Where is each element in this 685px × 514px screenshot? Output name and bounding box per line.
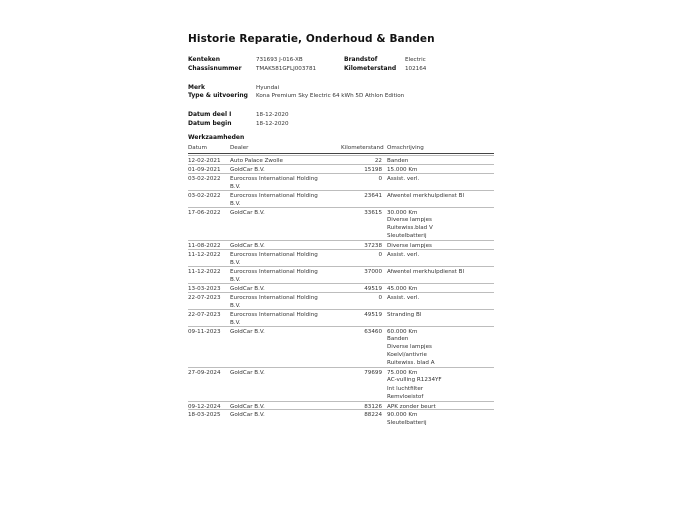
row-omschrijving-line: Remvloeistof (387, 393, 424, 400)
brandstof-label: Brandstof (344, 56, 378, 63)
column-header-desc: Omschrijving (387, 145, 424, 151)
section-title: Werkzaamheden (188, 134, 245, 141)
row-omschrijving-line: Banden (387, 335, 409, 342)
row-kilometerstand: 0 (378, 251, 382, 258)
row-dealer: Eurocross International Holding B.V. (230, 311, 318, 326)
row-kilometerstand: 0 (378, 175, 382, 182)
row-kilometerstand: 22 (374, 158, 382, 164)
column-header-date: Datum (188, 145, 207, 151)
row-kilometerstand: 37000 (364, 268, 382, 275)
datum-begin-label: Datum begin (188, 120, 232, 127)
row-kilometerstand: 0 (378, 294, 382, 301)
row-date: 17-06-2022 (188, 209, 221, 216)
row-dealer: Eurocross International Holding B.V. (230, 294, 318, 309)
table-row (188, 173, 494, 191)
row-date: 01-09-2021 (188, 166, 221, 173)
row-dealer: GoldCar B.V. (230, 403, 265, 410)
table-row (188, 190, 494, 208)
chassis-label: Chassisnummer (188, 65, 242, 72)
row-omschrijving-line: Sleutelbatterij (387, 419, 427, 426)
row-dealer: Auto Palace Zwolle (230, 158, 283, 164)
row-dealer: GoldCar B.V. (230, 412, 265, 419)
row-kilometerstand: 23641 (364, 192, 382, 199)
row-omschrijving: Assist. verl. (387, 251, 420, 258)
table-row (188, 266, 494, 284)
row-dealer: Eurocross International Holding B.V. (230, 192, 318, 207)
table-row (188, 309, 494, 327)
row-date: 27-09-2024 (188, 370, 221, 377)
row-omschrijving-line: Sleutelbatterij (387, 233, 427, 240)
row-date: 11-08-2022 (188, 243, 221, 249)
row-dealer: GoldCar B.V. (230, 243, 265, 249)
chassis-value: TMAK581GFLJ003781 (256, 65, 317, 72)
row-omschrijving: Afwentel merkhulpdienst Bl (387, 192, 465, 199)
type-value: Kona Premium Sky Electric 64 kWh 5D Athlon Edition (256, 92, 405, 99)
row-omschrijving-line: Diverse lampjes (387, 216, 432, 223)
row-dealer: GoldCar B.V. (230, 328, 265, 335)
page-title: Historie Reparatie, Onderhoud & Banden (188, 33, 435, 45)
row-omschrijving-line: Ruitewiss. blad A (387, 360, 435, 367)
datum-deel-label: Datum deel I (188, 111, 232, 118)
row-date: 11-12-2022 (188, 251, 221, 258)
brandstof-value: Electric (405, 56, 426, 63)
row-kilometerstand: 83126 (364, 403, 382, 410)
row-omschrijving: 90.000 Km (387, 412, 418, 419)
row-omschrijving: 75.000 Km (387, 370, 418, 377)
table-row (188, 292, 494, 310)
row-omschrijving: 30.000 Km (387, 209, 418, 216)
row-dealer: Eurocross International Holding B.V. (230, 175, 318, 190)
row-kilometerstand: 33615 (364, 209, 382, 216)
row-omschrijving: 45.000 Km (387, 285, 418, 292)
row-date: 22-07-2023 (188, 294, 221, 301)
row-omschrijving-line: Koelvl/antivrie (387, 352, 427, 359)
kilometerstand-label: Kilometerstand (344, 65, 397, 72)
row-kilometerstand: 79699 (364, 370, 382, 377)
table-row (188, 207, 494, 241)
row-omschrijving: APK zonder beurt (387, 403, 436, 410)
row-omschrijving: 15.000 Km (387, 166, 418, 173)
row-date: 03-02-2022 (188, 192, 221, 199)
merk-value: Hyundai (256, 84, 280, 91)
table-header (188, 145, 494, 154)
type-label: Type & uitvoering (188, 92, 248, 99)
row-omschrijving: Diverse lampjes (387, 243, 432, 249)
row-date: 13-03-2023 (188, 285, 221, 292)
row-kilometerstand: 49519 (364, 285, 382, 292)
row-date: 03-02-2022 (188, 175, 221, 182)
table-row (188, 409, 494, 427)
row-date: 11-12-2022 (188, 268, 221, 275)
kenteken-value: 731693 J-016-XB (256, 56, 303, 63)
row-kilometerstand: 37238 (364, 243, 382, 249)
kilometerstand-value: 102164 (405, 65, 427, 72)
row-kilometerstand: 49519 (364, 311, 382, 318)
datum-begin-value: 18-12-2020 (256, 120, 289, 127)
merk-label: Merk (188, 84, 205, 91)
table-row (188, 326, 494, 369)
row-dealer: GoldCar B.V. (230, 285, 265, 292)
row-dealer: Eurocross International Holding B.V. (230, 268, 318, 283)
row-kilometerstand: 15198 (364, 166, 382, 173)
row-dealer: Eurocross International Holding B.V. (230, 251, 318, 266)
row-date: 22-07-2023 (188, 311, 221, 318)
row-kilometerstand: 63460 (364, 328, 382, 335)
row-date: 18-03-2025 (188, 412, 221, 419)
row-date: 09-12-2024 (188, 403, 221, 410)
column-header-dealer: Dealer (230, 145, 249, 151)
row-omschrijving: Assist. verl. (387, 175, 420, 182)
row-dealer: GoldCar B.V. (230, 370, 265, 377)
row-omschrijving: Afwentel merkhulpdienst Bl (387, 268, 465, 275)
row-dealer: GoldCar B.V. (230, 166, 265, 173)
row-omschrijving-line: Diverse lampjes (387, 344, 432, 350)
row-omschrijving-line: AC-vulling R1234YF (387, 377, 442, 384)
kenteken-label: Kenteken (188, 56, 220, 63)
row-dealer: GoldCar B.V. (230, 209, 265, 216)
row-omschrijving-line: Ruitewiss.blad V (387, 225, 433, 231)
row-omschrijving: 60.000 Km (387, 328, 418, 335)
table-row (188, 367, 494, 401)
datum-deel-value: 18-12-2020 (256, 111, 289, 118)
row-date: 09-11-2023 (188, 328, 221, 335)
row-omschrijving: Assist. verl. (387, 294, 420, 301)
row-kilometerstand: 88224 (364, 412, 382, 419)
row-omschrijving-line: Int luchtfilter (387, 385, 424, 392)
row-omschrijving: Stranding Bl (387, 311, 422, 318)
table-row (188, 249, 494, 267)
column-header-km: Kilometerstand (341, 145, 384, 151)
row-date: 12-02-2021 (188, 158, 221, 164)
row-omschrijving: Banden (387, 158, 409, 164)
